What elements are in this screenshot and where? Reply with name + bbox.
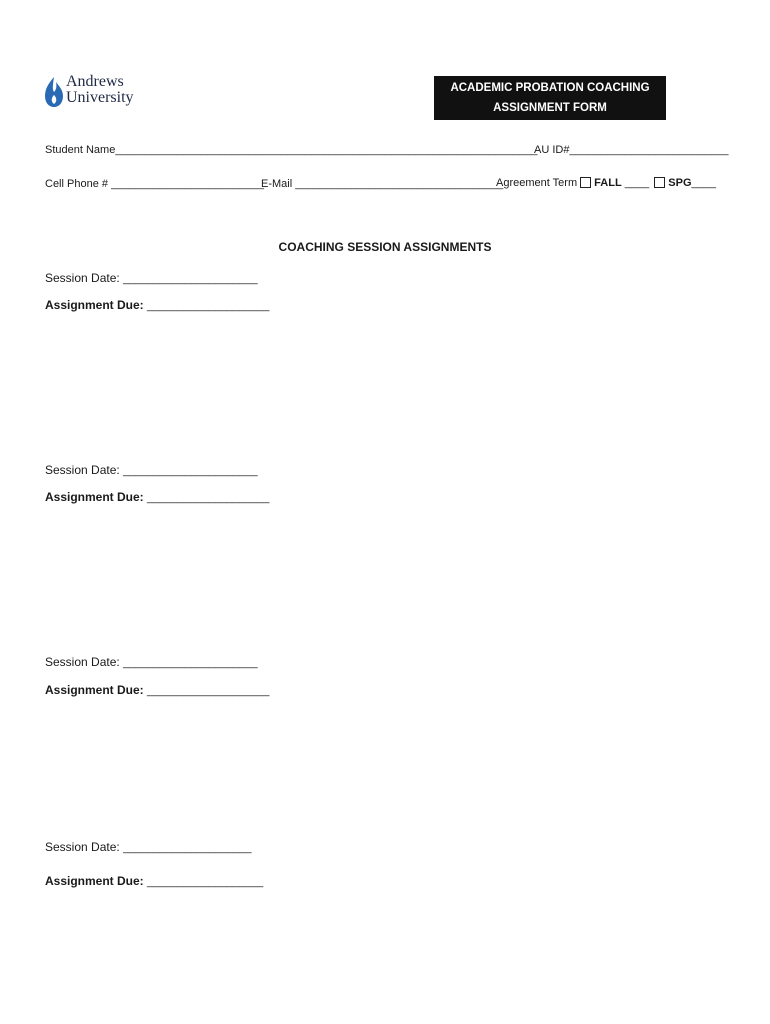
session-date-field-4[interactable] bbox=[45, 840, 252, 854]
student-name-field[interactable] bbox=[45, 144, 537, 156]
agreement-term-label: Agreement Term bbox=[496, 177, 578, 189]
session-date-blank[interactable]: ______________________ bbox=[123, 273, 258, 285]
session-date-blank[interactable]: ______________________ bbox=[123, 657, 258, 669]
logo-line-2: University bbox=[66, 89, 134, 106]
assignment-due-blank[interactable]: ____________________ bbox=[147, 300, 270, 312]
form-title-box bbox=[434, 76, 666, 120]
logo-wordmark bbox=[66, 74, 134, 106]
au-id-field[interactable] bbox=[534, 144, 729, 156]
email-label: E-Mail bbox=[261, 178, 293, 190]
assignment-due-field-3[interactable] bbox=[45, 683, 269, 697]
spg-blank: ____ bbox=[691, 177, 716, 189]
session-date-field-3[interactable] bbox=[45, 655, 258, 669]
andrews-university-logo bbox=[44, 74, 154, 110]
assignment-due-field-1[interactable] bbox=[45, 298, 269, 312]
au-id-blank[interactable]: __________________________ bbox=[569, 144, 729, 156]
assignment-due-label: Assignment Due: bbox=[45, 874, 144, 888]
session-date-field-1[interactable] bbox=[45, 271, 258, 285]
assignment-due-blank[interactable]: ___________________ bbox=[147, 876, 264, 888]
assignment-due-label: Assignment Due: bbox=[45, 298, 144, 312]
spg-checkbox[interactable] bbox=[654, 177, 665, 188]
student-name-label: Student Name bbox=[45, 144, 116, 156]
student-name-blank[interactable]: _____________________________________________________________________ bbox=[115, 144, 538, 156]
cell-phone-label: Cell Phone # bbox=[45, 178, 108, 190]
spg-label: SPG bbox=[668, 177, 692, 189]
session-date-label: Session Date: bbox=[45, 463, 120, 477]
session-date-blank[interactable]: ______________________ bbox=[123, 465, 258, 477]
assignment-due-blank[interactable]: ____________________ bbox=[147, 685, 270, 697]
cell-phone-field[interactable] bbox=[45, 178, 264, 190]
session-date-field-2[interactable] bbox=[45, 463, 258, 477]
flame-icon bbox=[44, 76, 64, 108]
fall-label: FALL bbox=[594, 177, 622, 189]
assignment-due-field-4[interactable] bbox=[45, 874, 263, 888]
section-title: COACHING SESSION ASSIGNMENTS bbox=[278, 240, 492, 254]
assignment-due-blank[interactable]: ____________________ bbox=[147, 492, 270, 504]
session-date-blank[interactable]: _____________________ bbox=[123, 842, 252, 854]
session-date-label: Session Date: bbox=[45, 655, 120, 669]
logo-line-1: Andrews bbox=[66, 73, 124, 90]
au-id-label: AU ID# bbox=[534, 144, 570, 156]
agreement-term-field bbox=[496, 177, 716, 189]
fall-checkbox[interactable] bbox=[580, 177, 591, 188]
email-field[interactable] bbox=[261, 178, 503, 190]
assignment-due-field-2[interactable] bbox=[45, 490, 269, 504]
cell-phone-blank[interactable]: _________________________ bbox=[111, 178, 265, 190]
fall-blank: ____ bbox=[624, 177, 650, 189]
session-date-label: Session Date: bbox=[45, 271, 120, 285]
form-title-line-1: ACADEMIC PROBATION COACHING bbox=[450, 82, 650, 94]
form-title-line-2: ASSIGNMENT FORM bbox=[493, 102, 607, 114]
session-date-label: Session Date: bbox=[45, 840, 120, 854]
assignment-due-label: Assignment Due: bbox=[45, 490, 144, 504]
email-blank[interactable]: __________________________________ bbox=[295, 178, 504, 190]
assignment-due-label: Assignment Due: bbox=[45, 683, 144, 697]
